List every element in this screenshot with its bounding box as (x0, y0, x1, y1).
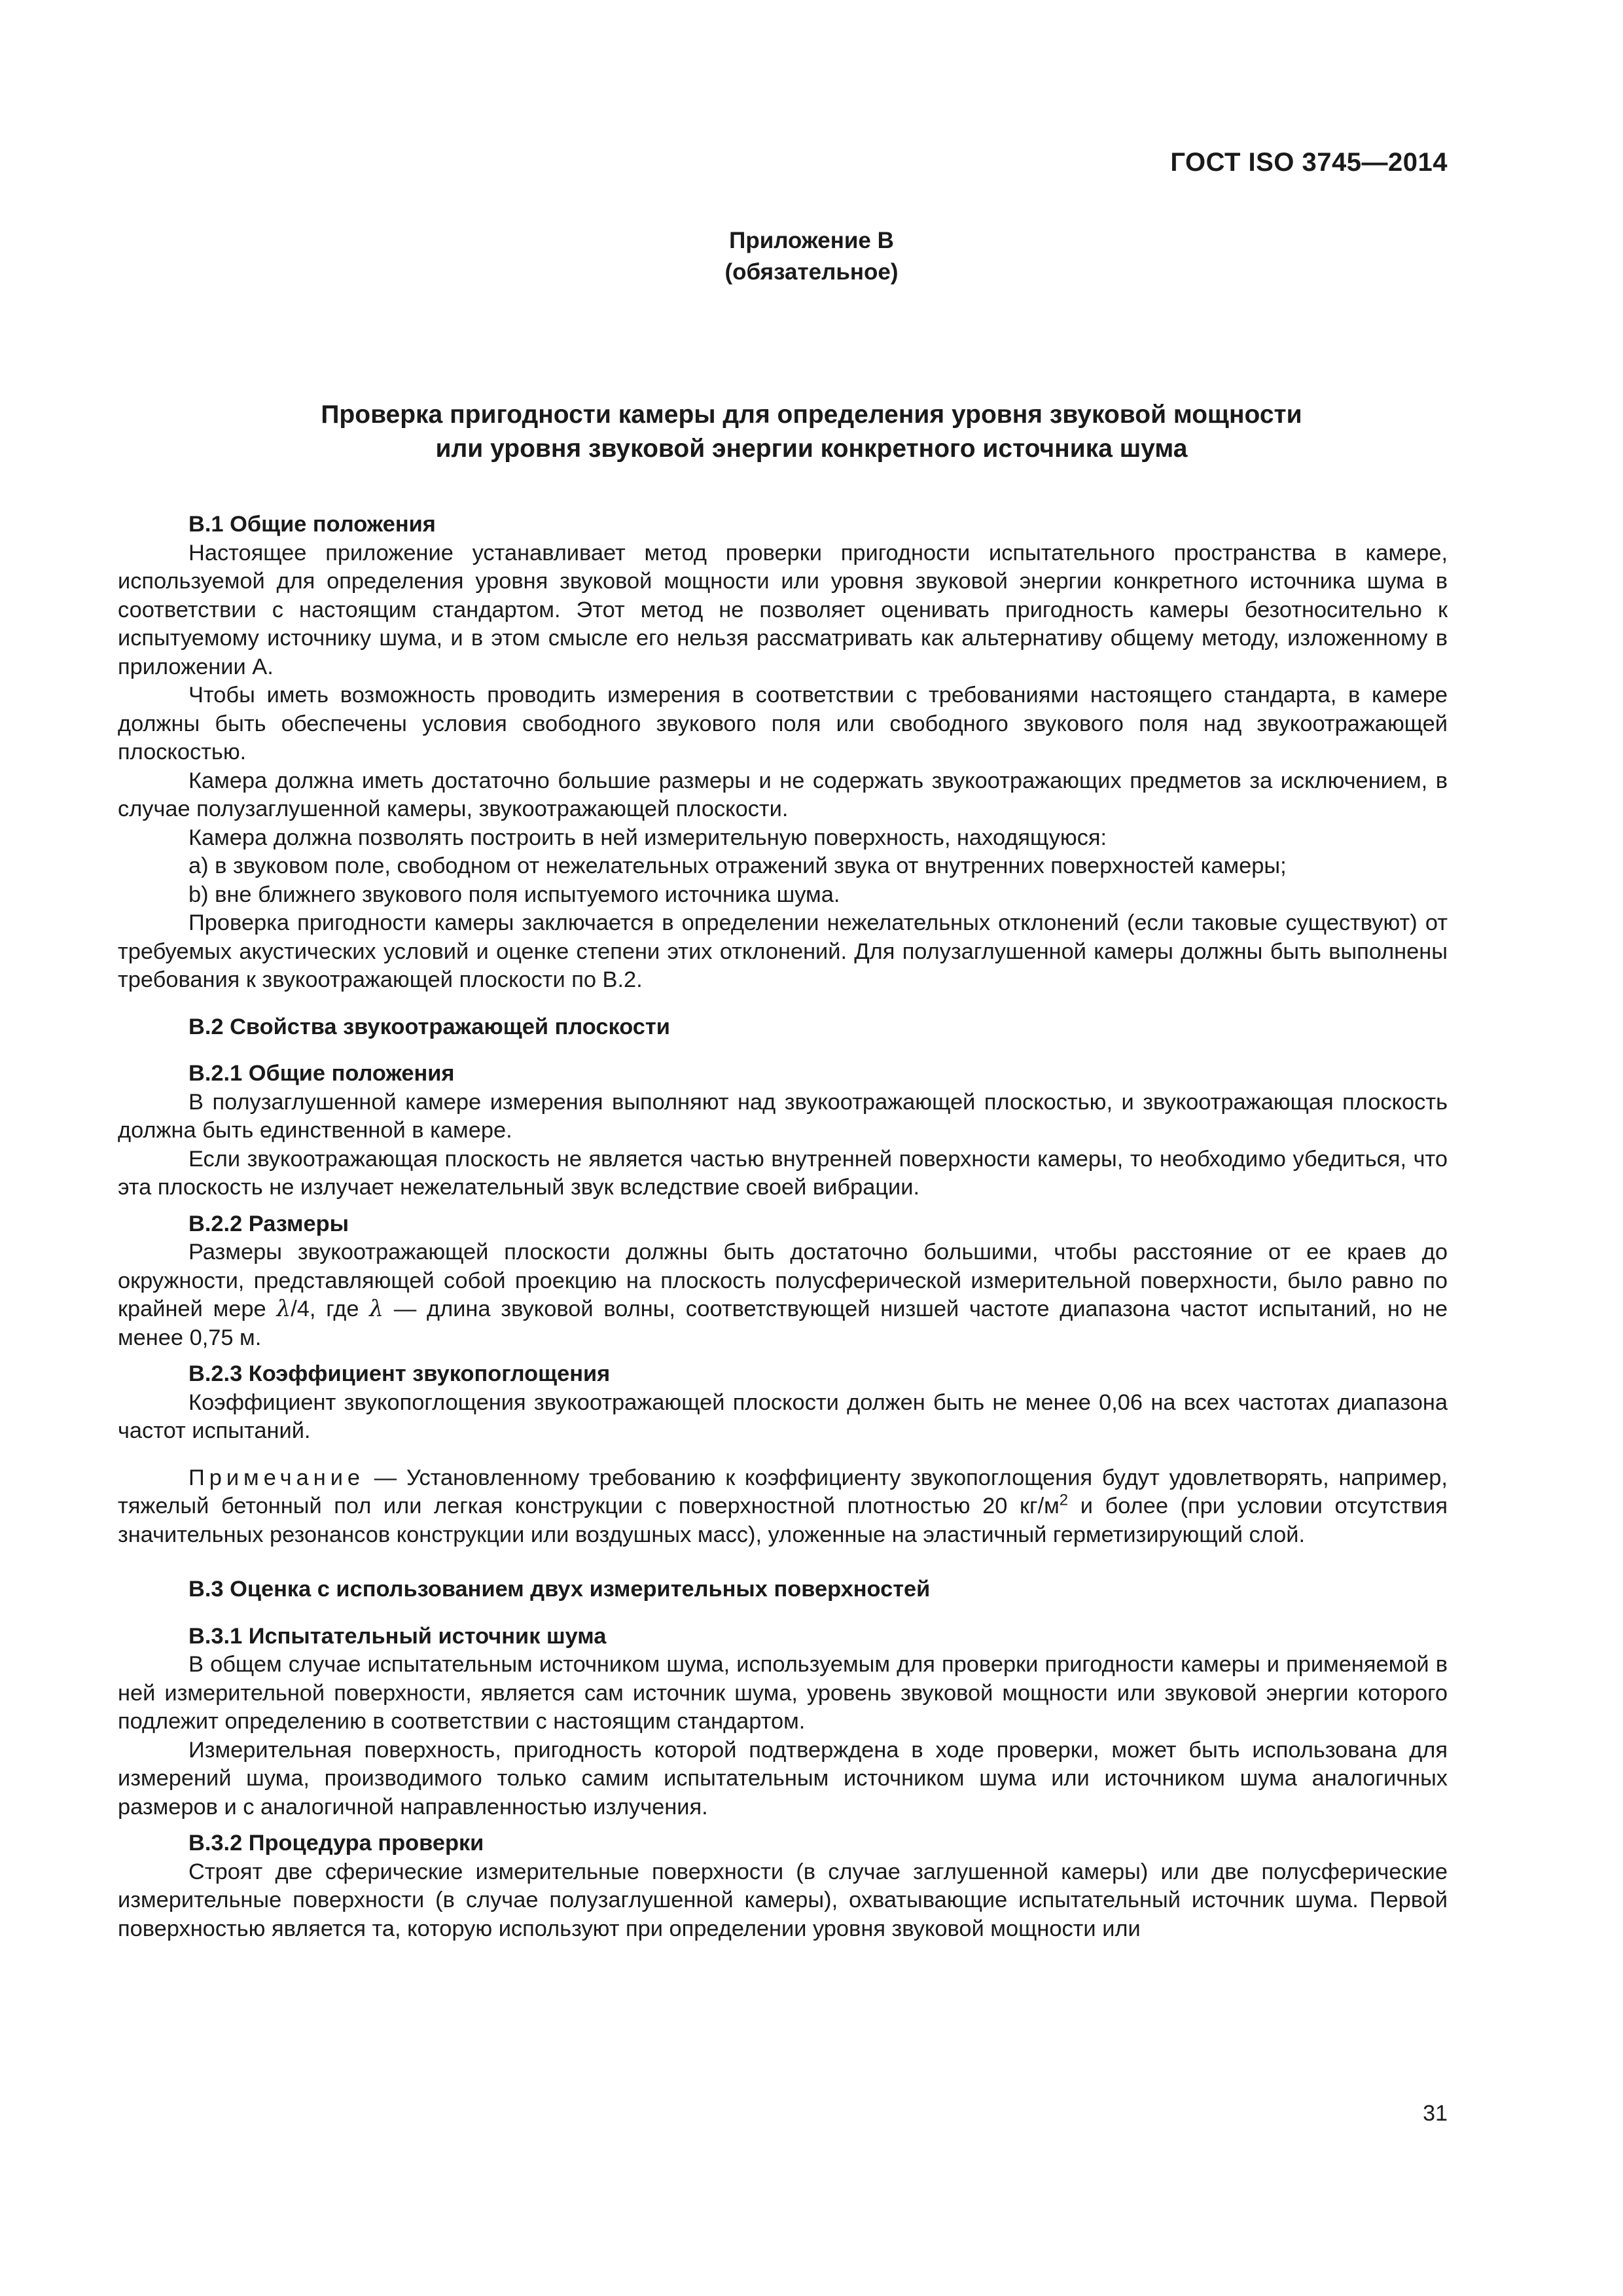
standard-designation: ГОСТ ISO 3745—2014 (1170, 148, 1448, 177)
note-text-end: и более (при условии отсутствия значительных резонансов конструкции или воздушных масс), уложенные на эластичный герметизирующий слой. (118, 1494, 1448, 1547)
appendix-main-title (0, 398, 1623, 466)
section-b22-heading: В.2.2 Размеры (188, 1211, 349, 1236)
appendix-title: Приложение В (729, 228, 894, 253)
section-b1-heading: В.1 Общие положения (188, 512, 436, 537)
b1-paragraph-3: Камера должна иметь достаточно большие размеры и не содержать звукоотражающих предметов за исключением, в случае полузаглушенной камеры, звукоотражающей плоскости. (118, 768, 1448, 821)
b1-paragraph-5: Проверка пригодности камеры заключается в определении нежелательных отклонений (если таковые существуют) от требуемых акустических условий и оценке степени этих отклонений. Для полузаглушенной камеры должны быть выполнены требования к звукоотражающей плоскости по В.2. (118, 910, 1448, 992)
b31-paragraph-1: В общем случае испытательным источником шума, используемым для проверки пригодности камеры и применяемой в ней измерительной поверхности, является сам источник шума, уровень звуковой мощности или звуковой энергии которого подлежит определению в соответствии с настоящим стандартом. (118, 1652, 1448, 1734)
b22-text-start: Размеры звукоотражающей плоскости должны быть достаточно большими, чтобы расстояние от ее краев до окружности, представляющей собой проекцию на плоскость полусферической измерительной поверхности, было равно по крайней мере (118, 1240, 1448, 1321)
b22-text-end: — длина звуковой волны, соответствующей низшей частоте диапазона частот испытаний, но не менее 0,75 м. (118, 1297, 1448, 1350)
section-b2-heading: В.2 Свойства звукоотражающей плоскости (188, 1014, 670, 1039)
section-b21-heading: В.2.1 Общие положения (188, 1061, 455, 1086)
section-b32-heading: В.3.2 Процедура проверки (188, 1831, 484, 1856)
b1-paragraph-1: Настоящее приложение устанавливает метод проверки пригодности испытательного пространства в камере, используемой для определения уровня звуковой мощности или уровня звуковой энергии конкретного источника шума в соответствии с настоящим стандартом. Этот метод не позволяет оценивать пригодность камеры безотносительно к испытуемому источнику шума, и в этом смысле его нельзя рассматривать как альтернативу общему методу, изложенному в приложении А. (118, 540, 1448, 679)
section-b23-heading: В.2.3 Коэффициент звукопоглощения (188, 1361, 611, 1386)
b1-paragraph-4: Камера должна позволять построить в ней измерительную поверхность, находящуюся: (188, 825, 1107, 850)
b1-list-item-a: a) в звуковом поле, свободном от нежелательных отражений звука от внутренних поверхностей камеры; (188, 853, 1287, 878)
appendix-status: (обязательное) (724, 259, 899, 285)
lambda-symbol: λ (369, 1296, 384, 1322)
appendix-heading (0, 225, 1623, 288)
section-b31-heading: В.3.1 Испытательный источник шума (188, 1623, 607, 1649)
page-number: 31 (1423, 2101, 1448, 2126)
note-superscript: 2 (1059, 1491, 1069, 1509)
b23-paragraph-1: Коэффициент звукопоглощения звукоотражающей плоскости должен быть не менее 0,06 на всех частотах диапазона частот испытаний. (118, 1390, 1448, 1443)
note-label: Примечание (188, 1465, 365, 1490)
b22-paragraph-1 (118, 1238, 1448, 1352)
title-line-1: Проверка пригодности камеры для определения уровня звуковой мощности (321, 401, 1302, 429)
b22-text-mid: /4, где (291, 1297, 370, 1321)
lambda-symbol: λ (276, 1296, 291, 1322)
b1-paragraph-2: Чтобы иметь возможность проводить измерения в соответствии с требованиями настоящего стандарта, в камере должны быть обеспечены условия свободного звукового поля или свободного звукового поля над звукоотражающей плоскостью. (118, 683, 1448, 764)
b21-paragraph-1: В полузаглушенной камере измерения выполняют над звукоотражающей плоскостью, и звукоотражающая плоскость должна быть единственной в камере. (118, 1089, 1448, 1143)
b21-paragraph-2: Если звукоотражающая плоскость не является частью внутренней поверхности камеры, то необходимо убедиться, что эта плоскость не излучает нежелательный звук вследствие своей вибрации. (118, 1146, 1448, 1200)
note-text-start: — Установленному требованию к коэффициенту звукопоглощения будут удовлетворять, например, тяжелый бетонный пол или легкая конструкции с поверхностной плотностью 20 кг/м (118, 1465, 1448, 1518)
b32-paragraph-1: Строят две сферические измерительные поверхности (в случае заглушенной камеры) или две полусферические измерительные поверхности (в случае полузаглушенной камеры), охватывающие испытательный источник шума. Первой поверхностью является та, которую используют при определении уровня звуковой мощности или (118, 1859, 1448, 1941)
b23-note (118, 1464, 1448, 1550)
document-body (118, 511, 1448, 1943)
b1-list-item-b: b) вне ближнего звукового поля испытуемого источника шума. (188, 882, 840, 907)
title-line-2: или уровня звуковой энергии конкретного источника шума (435, 435, 1188, 463)
b31-paragraph-2: Измерительная поверхность, пригодность которой подтверждена в ходе проверки, может быть использована для измерений шума, производимого только самим испытательным источником шума или источником шума аналогичных размеров и с аналогичной направленностью излучения. (118, 1737, 1448, 1820)
section-b3-heading: В.3 Оценка с использованием двух измерительных поверхностей (188, 1577, 931, 1602)
